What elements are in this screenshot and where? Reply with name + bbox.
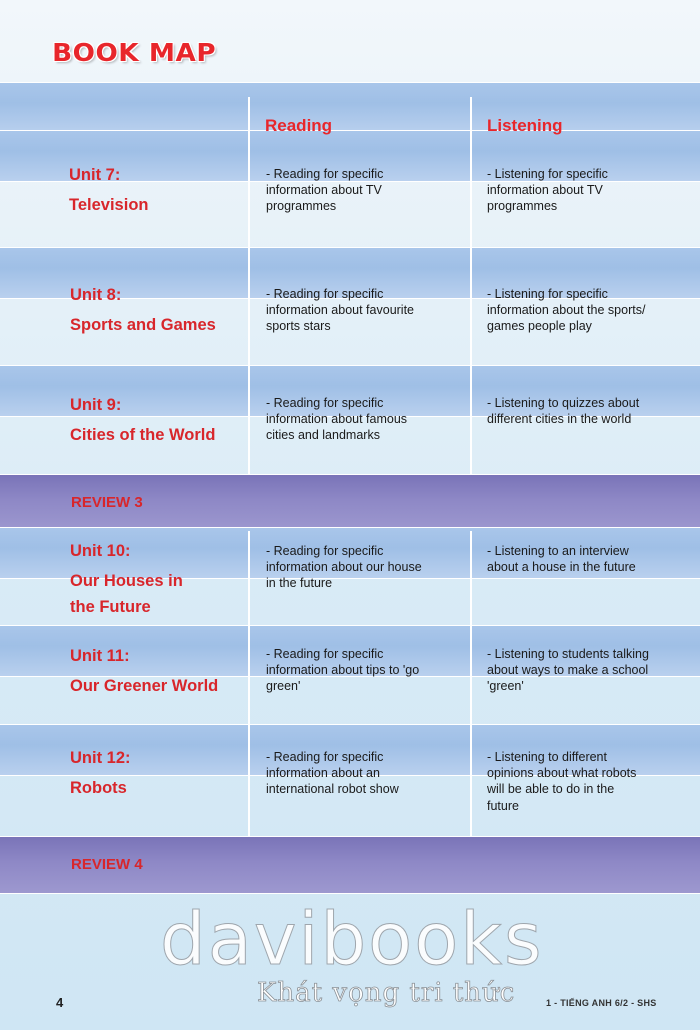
unit-name: Television: [69, 196, 149, 214]
unit-number: Unit 9:: [70, 396, 122, 414]
unit-number: Unit 8:: [70, 286, 122, 304]
page-title: BOOK MAP: [52, 38, 217, 67]
unit-name-continued: the Future: [70, 598, 151, 616]
reading-cell: - Reading for specific information about TV programmes: [266, 167, 384, 214]
column-divider: [248, 531, 250, 836]
unit-name: Cities of the World: [70, 426, 216, 444]
column-header-reading: Reading: [265, 116, 333, 135]
unit-title: [70, 280, 216, 340]
column-divider: [248, 97, 250, 474]
unit-name: Sports and Games: [70, 316, 216, 334]
column-divider: [470, 97, 472, 474]
unit-name: Our Houses in: [70, 572, 183, 590]
reading-cell: - Reading for specific information about tips to 'go green': [266, 647, 420, 694]
page-footer: 1 - TIẾNG ANH 6/2 - SHS: [546, 998, 657, 1008]
watermark-tagline: Khát vọng tri thức: [257, 978, 516, 1008]
listening-cell: - Listening to quizzes about different cities in the world: [487, 396, 640, 427]
header-band: [0, 82, 700, 134]
unit-title: [69, 160, 148, 220]
review-label: REVIEW 3: [71, 494, 143, 511]
watermark-brand: davibooks: [160, 897, 544, 981]
listening-cell: - Listening to different opinions about what robots will be able to do in the future: [487, 750, 637, 813]
unit-title: [70, 390, 215, 450]
unit-number: Unit 12:: [70, 749, 131, 767]
listening-cell: - Listening to students talking about ways to make a school 'green': [487, 647, 649, 694]
listening-cell: - Listening for specific information about TV programmes: [487, 167, 608, 214]
unit-title: [70, 536, 183, 622]
unit-title: [70, 641, 218, 701]
reading-cell: - Reading for specific information about our house in the future: [266, 544, 422, 591]
column-divider: [470, 531, 472, 836]
reading-cell: - Reading for specific information about famous cities and landmarks: [266, 396, 408, 443]
listening-cell: - Listening for specific information about the sports/ games people play: [487, 287, 646, 334]
unit-number: Unit 11:: [70, 647, 130, 665]
page-number: 4: [56, 995, 64, 1010]
unit-number: Unit 7:: [69, 166, 121, 184]
unit-number: Unit 10:: [70, 542, 131, 560]
review-label: REVIEW 4: [71, 856, 143, 873]
unit-name: Robots: [70, 779, 127, 797]
reading-cell: - Reading for specific information about favourite sports stars: [266, 287, 415, 334]
unit-name: Our Greener World: [70, 677, 219, 695]
unit-title: [70, 743, 131, 803]
reading-cell: - Reading for specific information about an international robot show: [266, 750, 399, 797]
column-header-listening: Listening: [487, 116, 563, 135]
listening-cell: - Listening to an interview about a house in the future: [487, 544, 636, 575]
